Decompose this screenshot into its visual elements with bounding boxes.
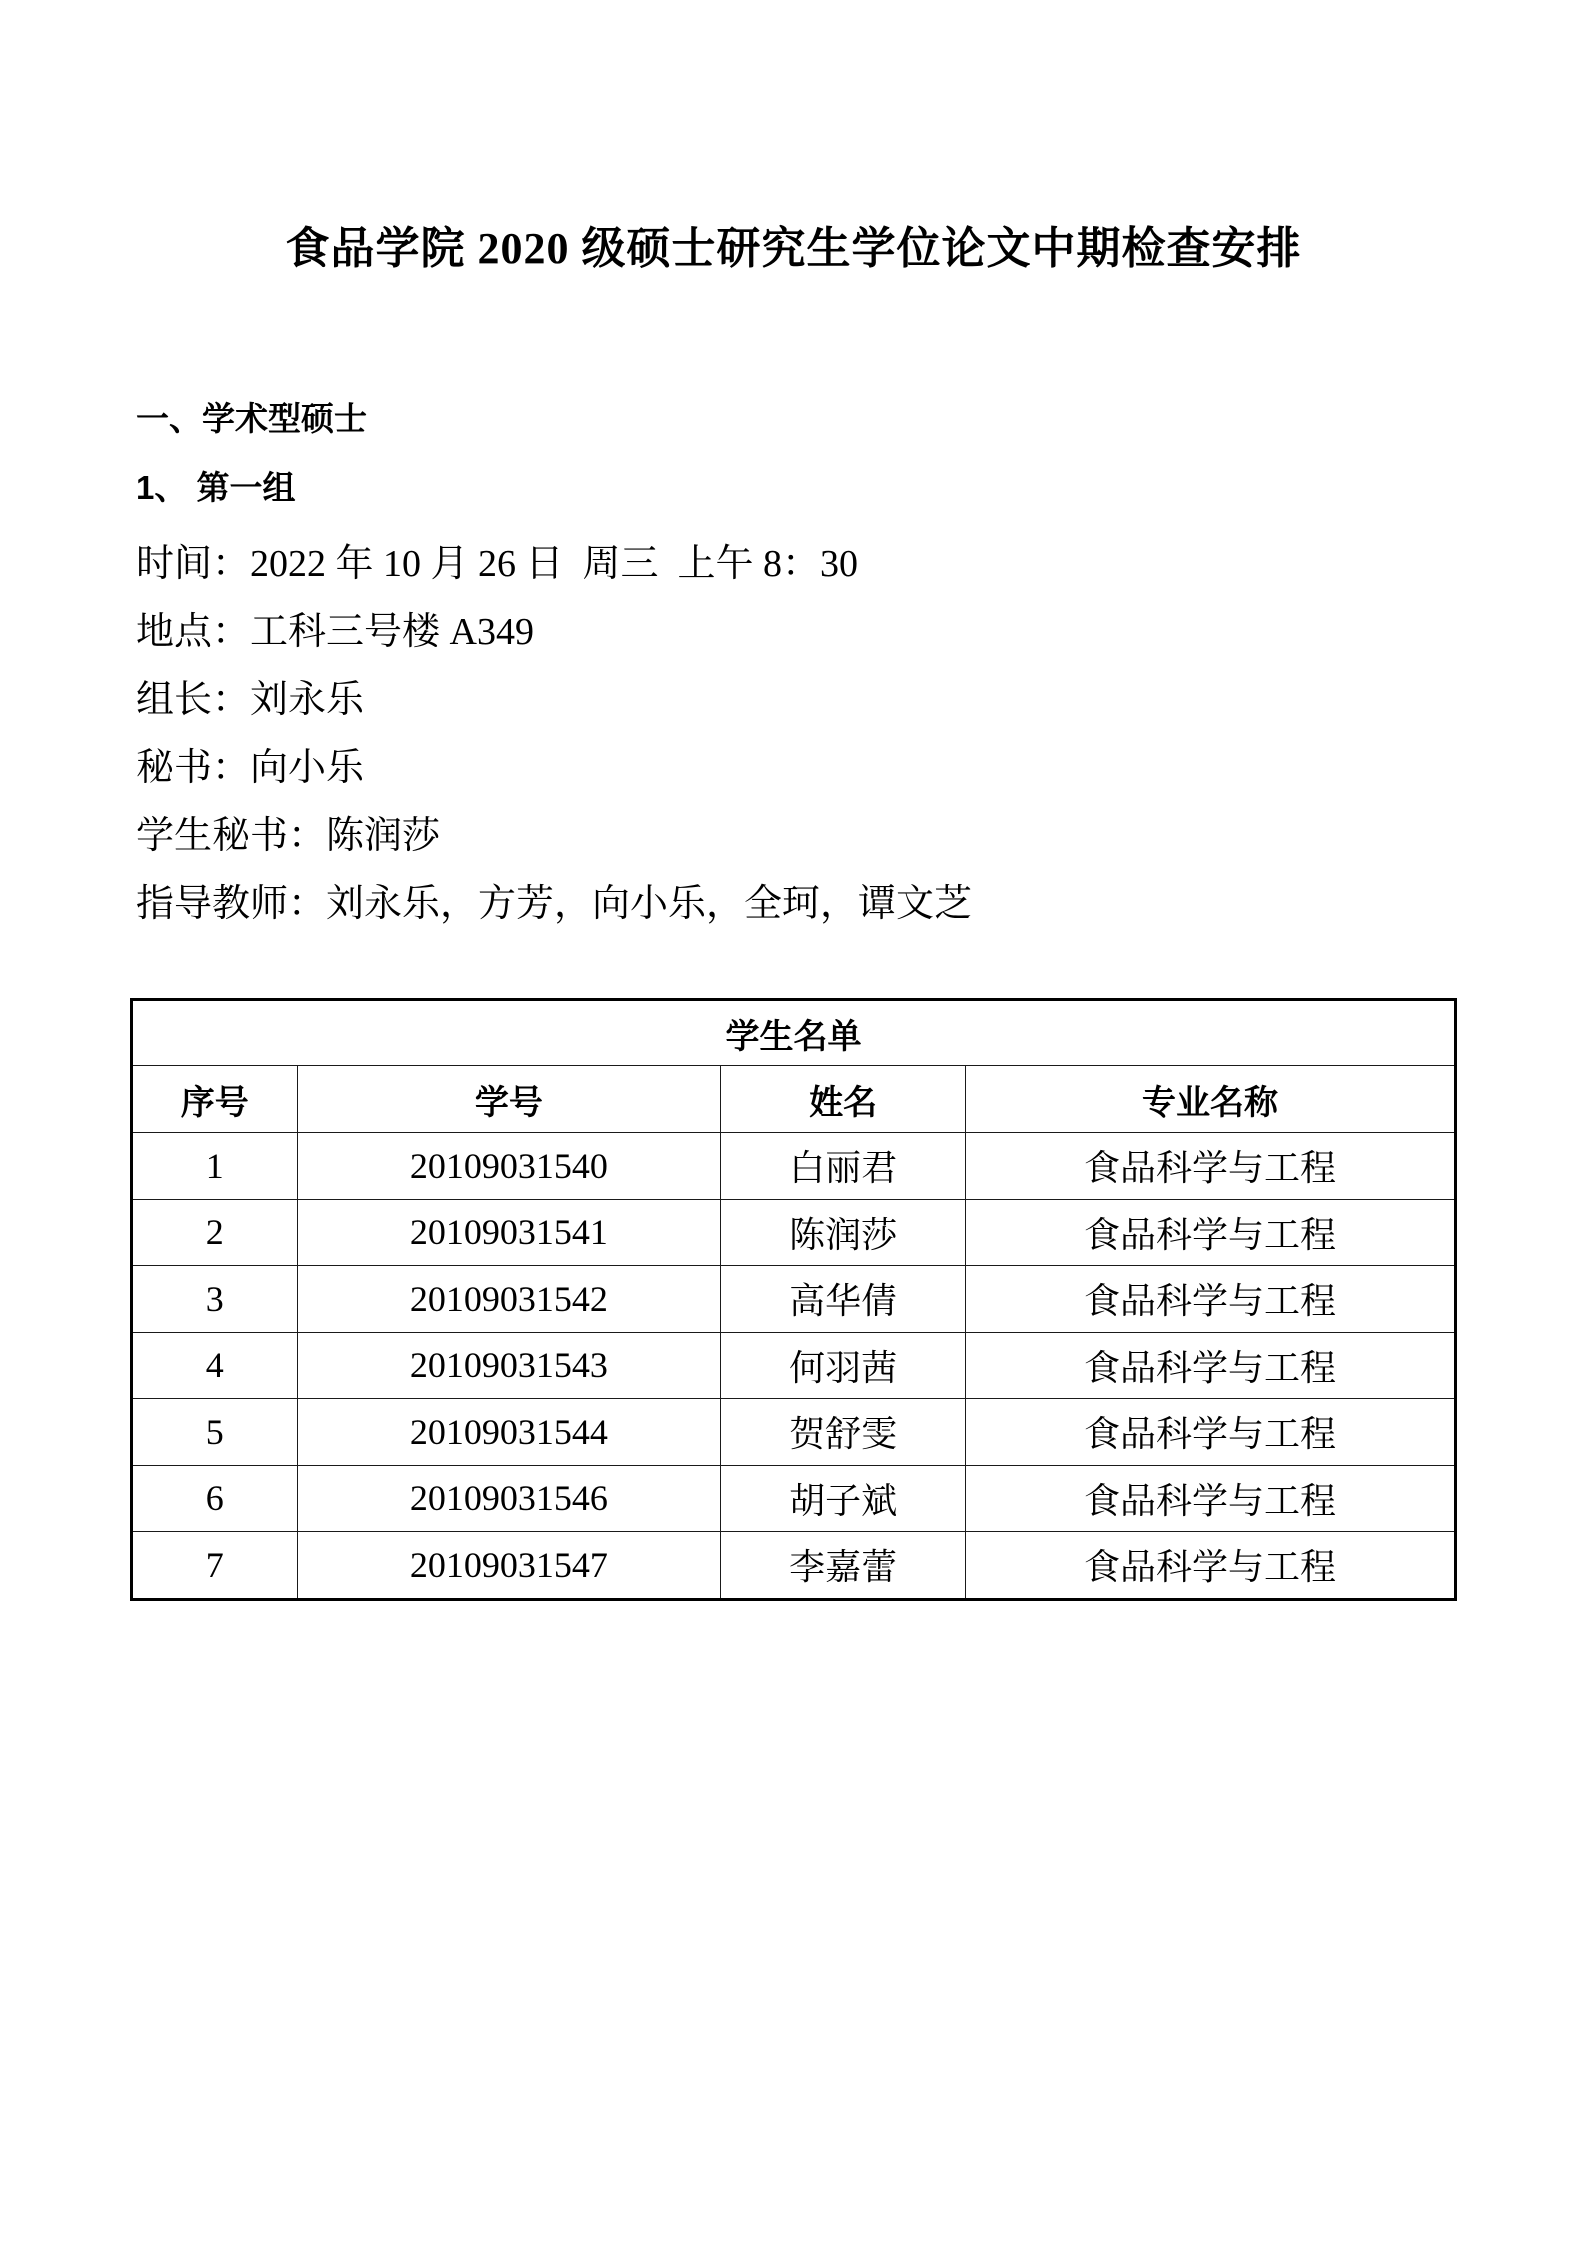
- table-row: [132, 1532, 1456, 1600]
- column-header-index: 序号: [132, 1066, 298, 1133]
- table-row: [132, 1465, 1456, 1532]
- info-line-group-leader: 组长：刘永乐: [136, 679, 365, 722]
- cell-name: 贺舒雯: [721, 1399, 966, 1466]
- column-header-name: 姓名: [721, 1066, 966, 1133]
- cell-index: 3: [132, 1266, 298, 1333]
- cell-student-id: 20109031540: [297, 1133, 721, 1200]
- cell-student-id: 20109031543: [297, 1332, 721, 1399]
- cell-name: 何羽茜: [721, 1332, 966, 1399]
- cell-student-id: 20109031544: [297, 1399, 721, 1466]
- info-line-secretary: 秘书：向小乐: [136, 747, 365, 790]
- cell-major: 食品科学与工程: [966, 1332, 1456, 1399]
- table-row: [132, 1133, 1456, 1200]
- table-row: [132, 1332, 1456, 1399]
- cell-major: 食品科学与工程: [966, 1532, 1456, 1600]
- cell-index: 5: [132, 1399, 298, 1466]
- cell-index: 1: [132, 1133, 298, 1200]
- cell-index: 6: [132, 1465, 298, 1532]
- cell-major: 食品科学与工程: [966, 1133, 1456, 1200]
- table-row: [132, 1399, 1456, 1466]
- table-row: [132, 1199, 1456, 1266]
- info-line-student-secretary: 学生秘书：陈润莎: [136, 815, 441, 858]
- cell-student-id: 20109031547: [297, 1532, 721, 1600]
- table-caption: 学生名单: [132, 1000, 1456, 1066]
- info-line-time: 时间：2022 年 10 月 26 日 周三 上午 8：30: [136, 543, 859, 586]
- cell-name: 陈润莎: [721, 1199, 966, 1266]
- cell-name: 李嘉蕾: [721, 1532, 966, 1600]
- column-header-major: 专业名称: [966, 1066, 1456, 1133]
- cell-name: 胡子斌: [721, 1465, 966, 1532]
- table-header-row: [132, 1066, 1456, 1133]
- info-line-location: 地点：工科三号楼 A349: [136, 611, 534, 654]
- section-heading-academic-masters: 一、学术型硕士: [136, 399, 367, 437]
- cell-index: 4: [132, 1332, 298, 1399]
- column-header-student-id: 学号: [297, 1066, 721, 1133]
- table-caption-row: [132, 1000, 1456, 1066]
- cell-index: 7: [132, 1532, 298, 1600]
- info-line-advisors: 指导教师：刘永乐，方芳，向小乐，全珂，谭文芝: [136, 883, 973, 926]
- cell-student-id: 20109031541: [297, 1199, 721, 1266]
- cell-major: 食品科学与工程: [966, 1266, 1456, 1333]
- cell-name: 白丽君: [721, 1133, 966, 1200]
- student-list-table: [130, 998, 1457, 1601]
- cell-major: 食品科学与工程: [966, 1399, 1456, 1466]
- document-title: 食品学院 2020 级硕士研究生学位论文中期检查安排: [285, 224, 1302, 273]
- cell-student-id: 20109031542: [297, 1266, 721, 1333]
- cell-name: 高华倩: [721, 1266, 966, 1333]
- cell-major: 食品科学与工程: [966, 1465, 1456, 1532]
- cell-major: 食品科学与工程: [966, 1199, 1456, 1266]
- cell-student-id: 20109031546: [297, 1465, 721, 1532]
- cell-index: 2: [132, 1199, 298, 1266]
- table-row: [132, 1266, 1456, 1333]
- meeting-info-block: [136, 530, 1457, 938]
- group-heading-first-group: 1、 第一组: [136, 468, 296, 506]
